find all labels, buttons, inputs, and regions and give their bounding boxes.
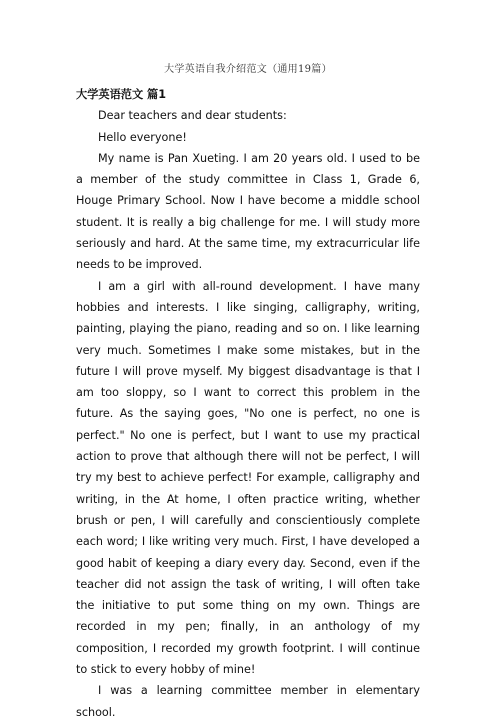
greeting: Hello everyone! [98,130,187,144]
section-title: 大学英语范文 篇1 [76,88,166,101]
page-header: 大学英语自我介绍范文（通用19篇） [164,64,332,75]
paragraph: I am a girl with all-round development. I have many hobbies and interests. I like singing, calligraphy, writing, painting, playing the piano, reading and so on. I like learning very much. Sometimes I make some mistakes, but in the future I will prove myself. My biggest disadvantage is that I am too sloppy, so I want to correct this problem in the future. As the saying goes, "No one is perfect, no one is perfect." No one is perfect, but I want to use my practical action to prove that although there will not be perfect, I will try my best to achieve perfect! For example, calligraphy and writing, in the At home, I often practice writing, whether brush or pen, I will carefully and conscientiously complete each word; I like writing very much. First, I have developed a good habit of keeping a diary every day. Second, even if the teacher did not assign the task of writing, I will often take the initiative to put some thing on my own. Things are recorded in my pen; finally, in an anthology of my composition, I recorded my growth footprint. I will continue to stick to every hobby of mine! [76,279,420,677]
paragraph: My name is Pan Xueting. I am 20 years old. I used to be a member of the study committee in Class 1, Grade 6, Houge Primary School. Now I have become a middle school student. It is really a big challenge for me. I will study more seriously and hard. At the same time, my extracurricular life needs to be improved. [76,151,420,272]
document-body [76,84,420,723]
paragraph: I was a learning committee member in elementary school. [76,684,420,719]
salutation: Dear teachers and dear students: [98,109,287,123]
